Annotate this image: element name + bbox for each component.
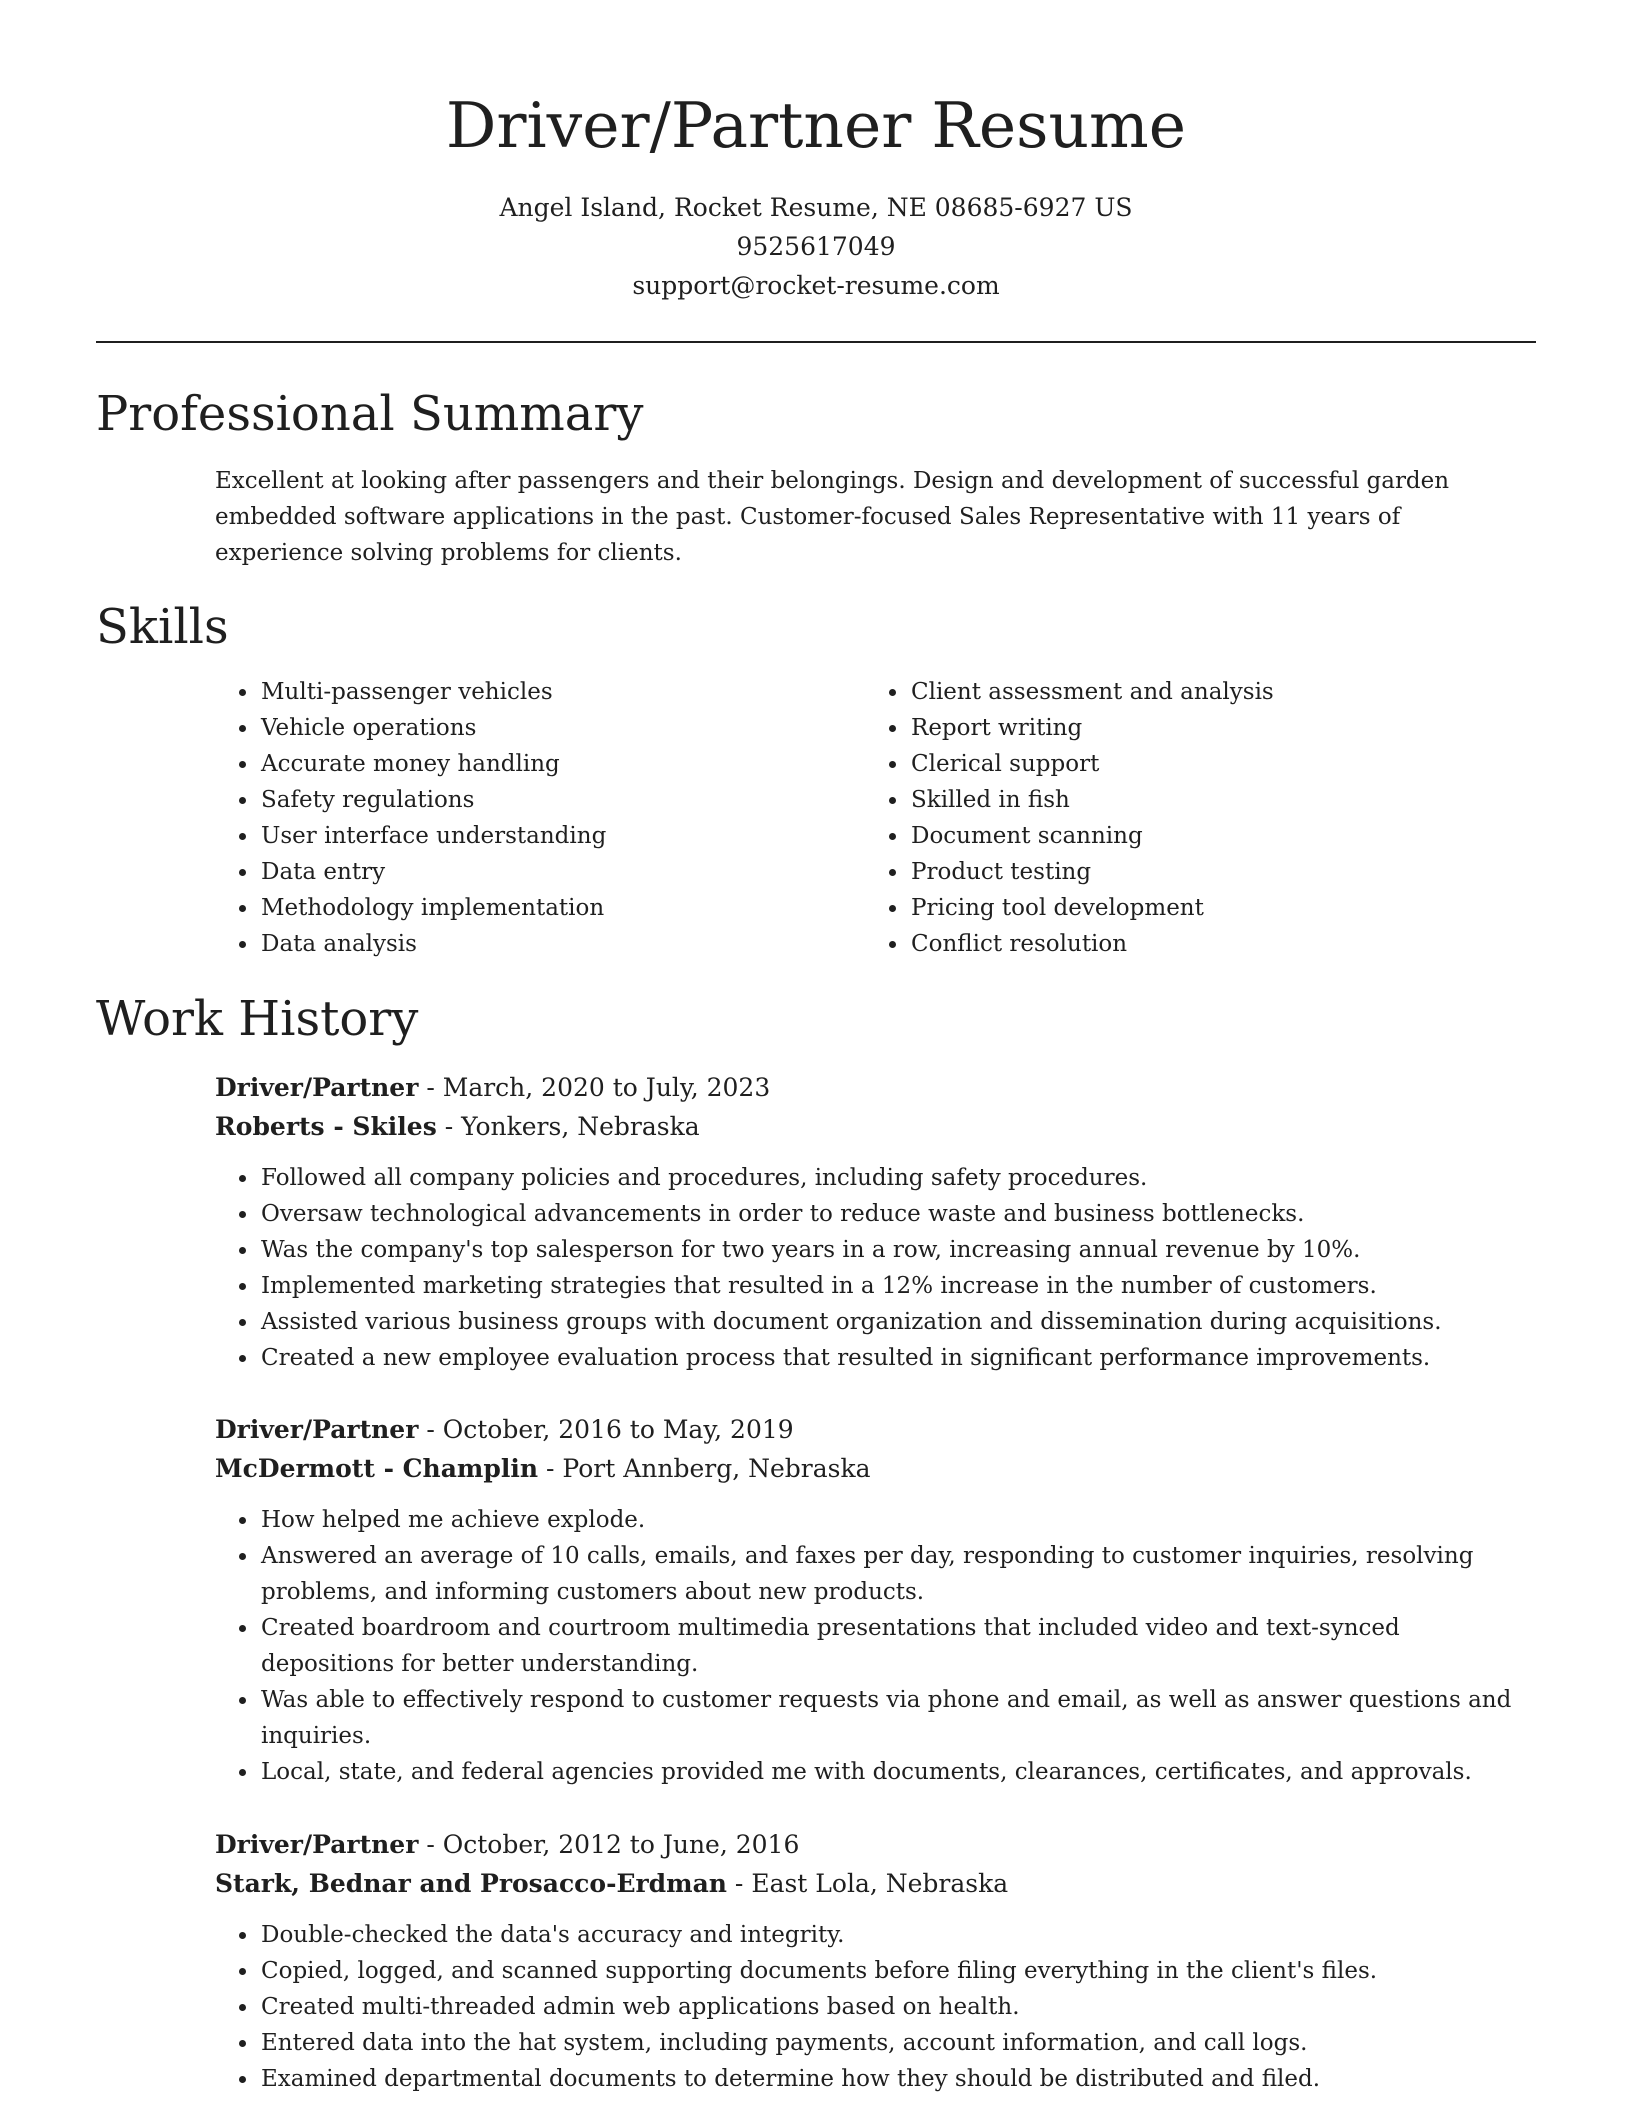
job-bullet: • Created multi-threaded admin web applications based on health. bbox=[259, 1989, 1535, 2025]
skill-item: • Safety regulations bbox=[259, 782, 815, 818]
job-bullet: • Was the company's top salesperson for two years in a row, increasing annual revenue by 10%. bbox=[259, 1232, 1535, 1268]
job-bullet: • Was able to effectively respond to customer requests via phone and email, as well as answer questions and inquiries. bbox=[259, 1682, 1535, 1754]
job-company-line bbox=[215, 1864, 1535, 1903]
job-company-line bbox=[215, 1449, 1535, 1488]
summary-text: Excellent at looking after passengers and their belongings. Design and development of successful garden embedded software applications in the past. Customer-focused Sales Representative with 11 years of experience solving problems for clients. bbox=[215, 468, 1450, 566]
skill-item: • User interface understanding bbox=[259, 818, 815, 854]
job-title-line bbox=[215, 1410, 1535, 1449]
job-bullet: • Examined departmental documents to determine how they should be distributed and filed. bbox=[259, 2061, 1535, 2097]
header-divider bbox=[96, 341, 1536, 343]
skill-item: • Skilled in fish bbox=[909, 782, 1465, 818]
skills-column-right bbox=[865, 674, 1465, 962]
skill-item: • Data analysis bbox=[259, 926, 815, 962]
job-entry bbox=[215, 1068, 1535, 1376]
job-bullets bbox=[215, 1502, 1535, 1790]
job-location: - East Lola, Nebraska bbox=[726, 1869, 1009, 1898]
job-entry bbox=[215, 1410, 1535, 1790]
contact-email: support@rocket-resume.com bbox=[632, 271, 1000, 300]
job-bullet: • Assisted various business groups with document organization and dissemination during acquisitions. bbox=[259, 1304, 1535, 1340]
resume-title: Driver/Partner Resume bbox=[445, 89, 1187, 162]
skill-item: • Document scanning bbox=[909, 818, 1465, 854]
job-company: Stark, Bednar and Prosacco-Erdman bbox=[215, 1869, 727, 1898]
job-bullet: • Implemented marketing strategies that resulted in a 12% increase in the number of customers. bbox=[259, 1268, 1535, 1304]
job-bullet: • Created a new employee evaluation process that resulted in significant performance improvements. bbox=[259, 1340, 1535, 1376]
job-bullet: • Created boardroom and courtroom multimedia presentations that included video and text-synced depositions for better understanding. bbox=[259, 1610, 1535, 1682]
job-bullet: • Entered data into the hat system, including payments, account information, and call logs. bbox=[259, 2025, 1535, 2061]
skill-item: • Clerical support bbox=[909, 746, 1465, 782]
skill-item: • Data entry bbox=[259, 854, 815, 890]
job-title: Driver/Partner bbox=[215, 1830, 419, 1859]
skill-item: • Conflict resolution bbox=[909, 926, 1465, 962]
job-location: - Port Annberg, Nebraska bbox=[538, 1454, 871, 1483]
summary-heading: Professional Summary bbox=[96, 386, 644, 442]
job-bullet: • Answered an average of 10 calls, emails, and faxes per day, responding to customer inquiries, resolving problems, and informing customers about new products. bbox=[259, 1538, 1535, 1610]
skills-heading: Skills bbox=[96, 599, 229, 655]
job-bullet: • Oversaw technological advancements in order to reduce waste and business bottlenecks. bbox=[259, 1196, 1535, 1232]
job-dates: - October, 2016 to May, 2019 bbox=[418, 1415, 794, 1444]
job-bullet: • Followed all company policies and procedures, including safety procedures. bbox=[259, 1160, 1535, 1196]
work-history-heading: Work History bbox=[96, 991, 419, 1047]
skills-list-right bbox=[865, 674, 1465, 962]
contact-address: Angel Island, Rocket Resume, NE 08685-6927 US bbox=[499, 193, 1133, 222]
job-bullet: • Local, state, and federal agencies provided me with documents, clearances, certificates, and approvals. bbox=[259, 1754, 1535, 1790]
skill-item: • Vehicle operations bbox=[259, 710, 815, 746]
job-bullets bbox=[215, 1917, 1535, 2097]
job-location: - Yonkers, Nebraska bbox=[436, 1112, 700, 1141]
skills-list-left bbox=[215, 674, 815, 962]
job-title-line bbox=[215, 1825, 1535, 1864]
skill-item: • Accurate money handling bbox=[259, 746, 815, 782]
skills-column-left bbox=[215, 674, 815, 962]
contact-block bbox=[96, 188, 1536, 305]
job-company: McDermott - Champlin bbox=[215, 1454, 539, 1483]
skill-item: • Multi-passenger vehicles bbox=[259, 674, 815, 710]
skill-item: • Pricing tool development bbox=[909, 890, 1465, 926]
skill-item: • Client assessment and analysis bbox=[909, 674, 1465, 710]
skill-item: • Product testing bbox=[909, 854, 1465, 890]
job-title: Driver/Partner bbox=[215, 1415, 419, 1444]
job-bullet: • Copied, logged, and scanned supporting documents before filing everything in the client's files. bbox=[259, 1953, 1535, 1989]
job-bullet: • How helped me achieve explode. bbox=[259, 1502, 1535, 1538]
skill-item: • Methodology implementation bbox=[259, 890, 815, 926]
job-title-line bbox=[215, 1068, 1535, 1107]
job-entry bbox=[215, 1825, 1535, 2097]
job-company-line bbox=[215, 1107, 1535, 1146]
skill-item: • Report writing bbox=[909, 710, 1465, 746]
job-title: Driver/Partner bbox=[215, 1073, 419, 1102]
job-bullets bbox=[215, 1160, 1535, 1376]
job-dates: - March, 2020 to July, 2023 bbox=[418, 1073, 771, 1102]
job-company: Roberts - Skiles bbox=[215, 1112, 437, 1141]
job-dates: - October, 2012 to June, 2016 bbox=[418, 1830, 800, 1859]
contact-phone: 9525617049 bbox=[736, 232, 896, 261]
resume-header bbox=[96, 78, 1536, 305]
job-bullet: • Double-checked the data's accuracy and integrity. bbox=[259, 1917, 1535, 1953]
